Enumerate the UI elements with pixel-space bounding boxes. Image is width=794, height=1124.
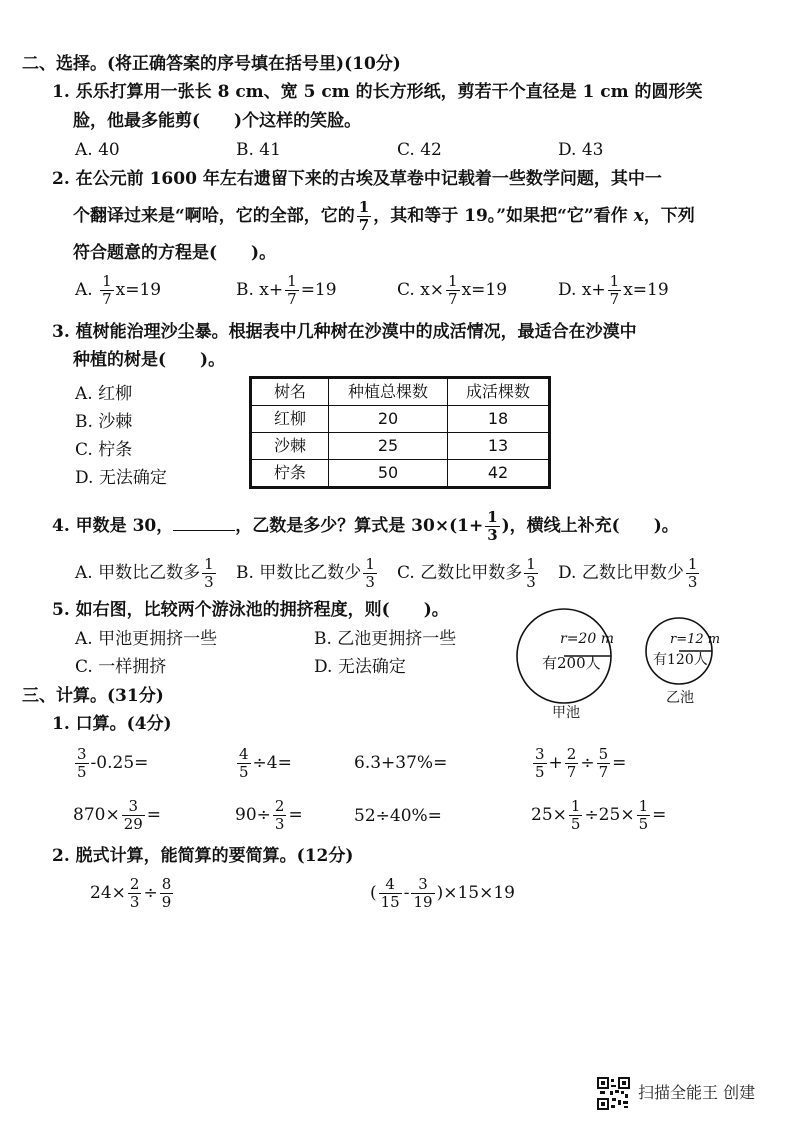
q3-option-d: D. 无法确定: [75, 468, 167, 488]
q3-option-c: C. 柠条: [75, 440, 133, 460]
step-expr-2: ( $\frac{4}{15}$ - $\frac{3}{19}$ )×15×19: [370, 875, 515, 911]
oral-item-3: 6.3+37%=: [354, 753, 448, 773]
table-cell: 13: [448, 433, 549, 460]
pool-a-people: 有200人: [542, 654, 601, 672]
q2-option-b: B. x+ $\frac{1}{7}$ =19: [236, 272, 337, 308]
q2-line1: 2. 在公元前 1600 年左右遗留下来的古埃及草卷中记载着一些数学问题，其中一: [52, 169, 662, 189]
table-header: 成活棵数: [448, 379, 549, 406]
oral-item-4: $\frac{3}{5}$ + $\frac{2}{7}$ ÷ $\frac{5}{7}$ =: [535, 745, 627, 781]
scanner-brand-text: 扫描全能王 创建: [638, 1083, 756, 1102]
q3-option-a: A. 红柳: [75, 384, 133, 404]
table-cell: 柠条: [252, 460, 329, 487]
table-row: [252, 460, 549, 487]
fill-in-line: [173, 516, 235, 531]
table-header: 树名: [252, 379, 329, 406]
table-cell: 50: [329, 460, 448, 487]
pool-b-people: 有120人: [653, 652, 708, 668]
section-3-title: 三、计算。(31分): [22, 686, 164, 706]
q2-line3: 符合题意的方程是( )。: [73, 243, 277, 263]
q4-option-b: B. 甲数比乙数少 $\frac{1}{3}$: [236, 555, 375, 591]
table-cell: 25: [329, 433, 448, 460]
q1-line1: 1. 乐乐打算用一张长 8 cm、宽 5 cm 的长方形纸，剪若干个直径是 1 cm 的圆形笑: [52, 82, 703, 102]
q3-option-b: B. 沙棘: [75, 412, 133, 432]
table-cell: 20: [329, 406, 448, 433]
q5-option-b: B. 乙池更拥挤一些: [314, 629, 457, 649]
qr-code-icon: [597, 1077, 630, 1110]
q3-line1: 3. 植树能治理沙尘暴。根据表中几种树在沙漠中的成活情况，最适合在沙漠中: [52, 322, 637, 342]
oral-calc-title: 1. 口算。(4分): [52, 714, 172, 734]
q5-option-c: C. 一样拥挤: [75, 657, 167, 677]
oral-item-8: 25× $\frac{1}{5}$ ÷25× $\frac{1}{5}$ =: [531, 797, 667, 833]
q1-line2: 脸，他最多能剪( )个这样的笑脸。: [73, 111, 362, 131]
section-2-title: 二、选择。(将正确答案的序号填在括号里)(10分): [22, 54, 401, 74]
step-expr-1: 24× $\frac{2}{3}$ ÷ $\frac{8}{9}$: [90, 875, 172, 911]
pool-b-label: 乙池: [666, 690, 694, 706]
q4-option-c: C. 乙数比甲数多 $\frac{1}{3}$: [397, 555, 536, 591]
step-calc-title: 2. 脱式计算，能简算的要简算。(12分): [52, 846, 354, 866]
table-cell: 18: [448, 406, 549, 433]
fraction-one-seventh: $\frac{1}{7}$: [358, 198, 370, 234]
q2-line2: 个翻译过来是“啊哈，它的全部，它的 $\frac{1}{7}$ ，其和等于 19。”如果把“它”看作 x，下列: [73, 198, 695, 234]
q2-option-a: A. $\frac{1}{7}$ x=19: [75, 272, 162, 308]
table-cell: 沙棘: [252, 433, 329, 460]
q1-option-c: C. 42: [397, 140, 442, 160]
q5-option-d: D. 无法确定: [314, 657, 406, 677]
table-row: [252, 433, 549, 460]
oral-item-5: 870× $\frac{3}{29}$ =: [73, 797, 162, 833]
q4-option-a: A. 甲数比乙数多 $\frac{1}{3}$: [75, 555, 214, 591]
q5-stem: 5. 如右图，比较两个游泳池的拥挤程度，则( )。: [52, 600, 449, 620]
oral-item-2: $\frac{4}{5}$ ÷4=: [239, 745, 292, 781]
table-header: 种植总棵数: [329, 379, 448, 406]
q4-option-d: D. 乙数比甲数少 $\frac{1}{3}$: [558, 555, 698, 591]
q5-option-a: A. 甲池更拥挤一些: [75, 629, 218, 649]
oral-item-7: 52÷40%=: [354, 806, 442, 826]
q1-option-a: A. 40: [75, 140, 120, 160]
q2-option-d: D. x+ $\frac{1}{7}$ x=19: [558, 272, 669, 308]
q1-option-b: B. 41: [236, 140, 281, 160]
q4-stem: 4. 甲数是 30， ，乙数是多少？算式是 30×(1+ $\frac{1}{3}$ )，横线上补充( )。: [52, 508, 679, 544]
oral-item-1: $\frac{3}{5}$ -0.25=: [77, 745, 149, 781]
table-cell: 红柳: [252, 406, 329, 433]
pool-b-radius: r=12 m: [670, 632, 721, 647]
q1-option-d: D. 43: [558, 140, 604, 160]
tree-survival-table: [249, 376, 551, 489]
pool-a-radius: r=20 m: [560, 631, 614, 647]
pool-a-label: 甲池: [552, 705, 580, 721]
table-header-row: [252, 379, 549, 406]
table-row: [252, 406, 549, 433]
table-cell: 42: [448, 460, 549, 487]
oral-item-6: 90÷ $\frac{2}{3}$ =: [235, 797, 303, 833]
q3-line2: 种植的树是( )。: [73, 350, 226, 370]
q2-option-c: C. x× $\frac{1}{7}$ x=19: [397, 272, 508, 308]
